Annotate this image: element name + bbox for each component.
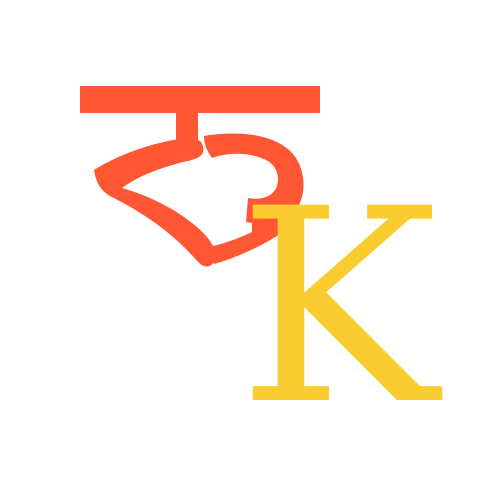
bengali-matra-bar: [80, 86, 320, 113]
latin-k-letter: K: [238, 152, 439, 464]
bengali-wedge-body: [94, 138, 215, 267]
